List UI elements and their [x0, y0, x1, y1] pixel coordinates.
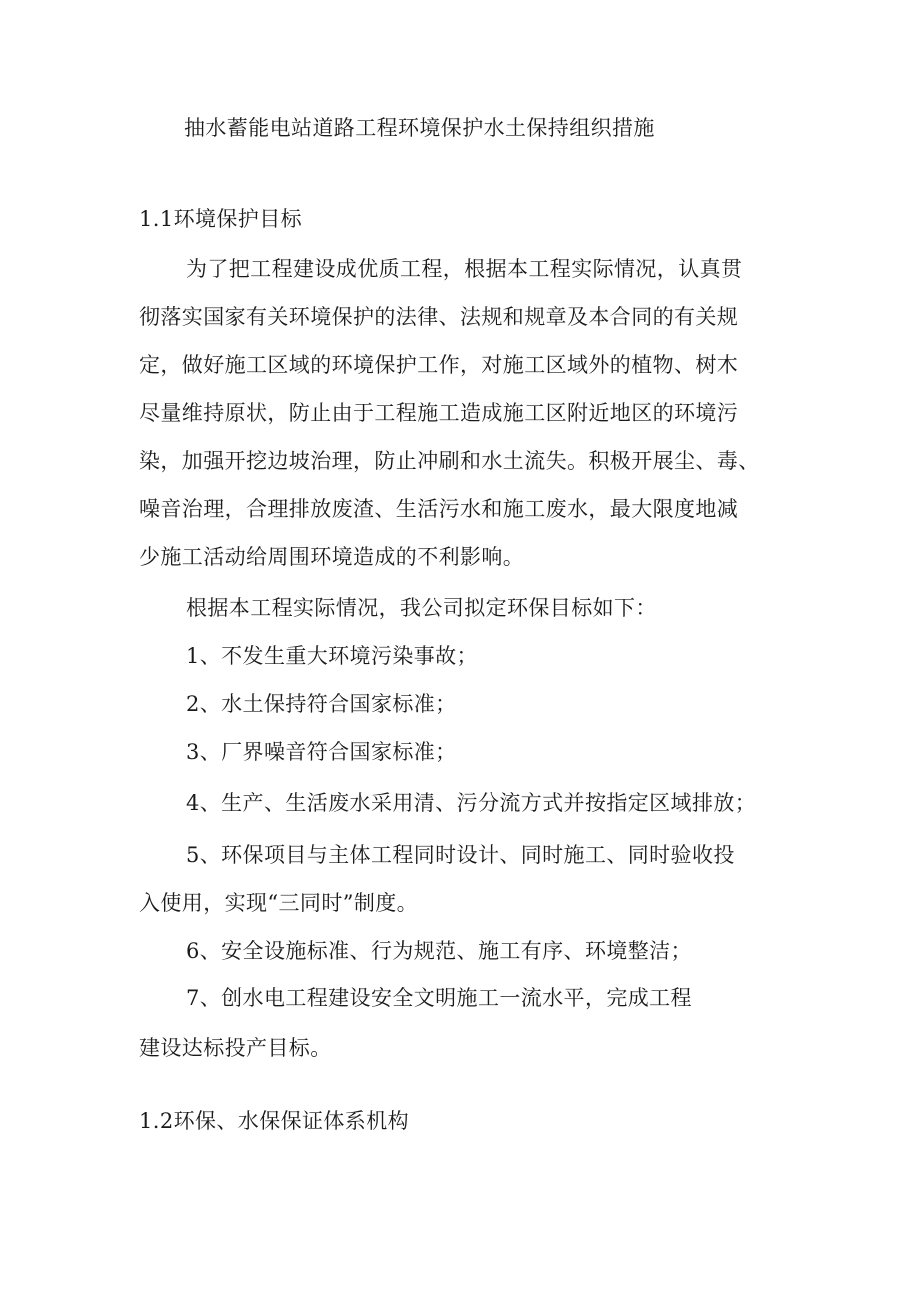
paragraph-line: 少施工活动给周围环境造成的不利影响。	[139, 545, 525, 569]
list-item: 3、厂界噪音符合国家标准；	[186, 740, 457, 764]
paragraph-line: 噪音治理，合理排放废渣、生活污水和施工废水，最大限度地减	[139, 497, 739, 521]
section-heading-1-2: 1.2环保、水保保证体系机构	[139, 1109, 409, 1133]
list-item: 1、不发生重大环境污染事故；	[186, 644, 478, 668]
section-heading-1-1: 1.1环境保护目标	[139, 207, 302, 231]
list-item: 6、安全设施标准、行为规范、施工有序、环境整洁；	[186, 939, 692, 963]
paragraph-line: 为了把工程建设成优质工程，根据本工程实际情况，认真贯	[186, 257, 743, 281]
document-title: 抽水蓄能电站道路工程环境保护水土保持组织措施	[184, 116, 655, 140]
list-item: 5、环保项目与主体工程同时设计、同时施工、同时验收投	[186, 843, 735, 867]
list-item: 入使用，实现“三同时”制度。	[139, 891, 419, 915]
paragraph-line: 根据本工程实际情况，我公司拟定环保目标如下：	[186, 596, 657, 620]
list-item: 4、生产、生活废水采用清、污分流方式并按指定区域排放；	[186, 791, 757, 815]
list-item: 2、水土保持符合国家标准；	[186, 692, 457, 716]
paragraph-line: 染，加强开挖边坡治理，防止冲刷和水土流失。积极开展尘、毒、	[139, 449, 760, 473]
list-item: 7、创水电工程建设安全文明施工一流水平，完成工程	[186, 986, 692, 1010]
paragraph-line: 定，做好施工区域的环境保护工作，对施工区域外的植物、树木	[139, 353, 739, 377]
paragraph-line: 尽量维持原状，防止由于工程施工造成施工区附近地区的环境污	[139, 401, 739, 425]
list-item: 建设达标投产目标。	[139, 1036, 332, 1060]
paragraph-line: 彻落实国家有关环境保护的法律、法规和规章及本合同的有关规	[139, 305, 739, 329]
